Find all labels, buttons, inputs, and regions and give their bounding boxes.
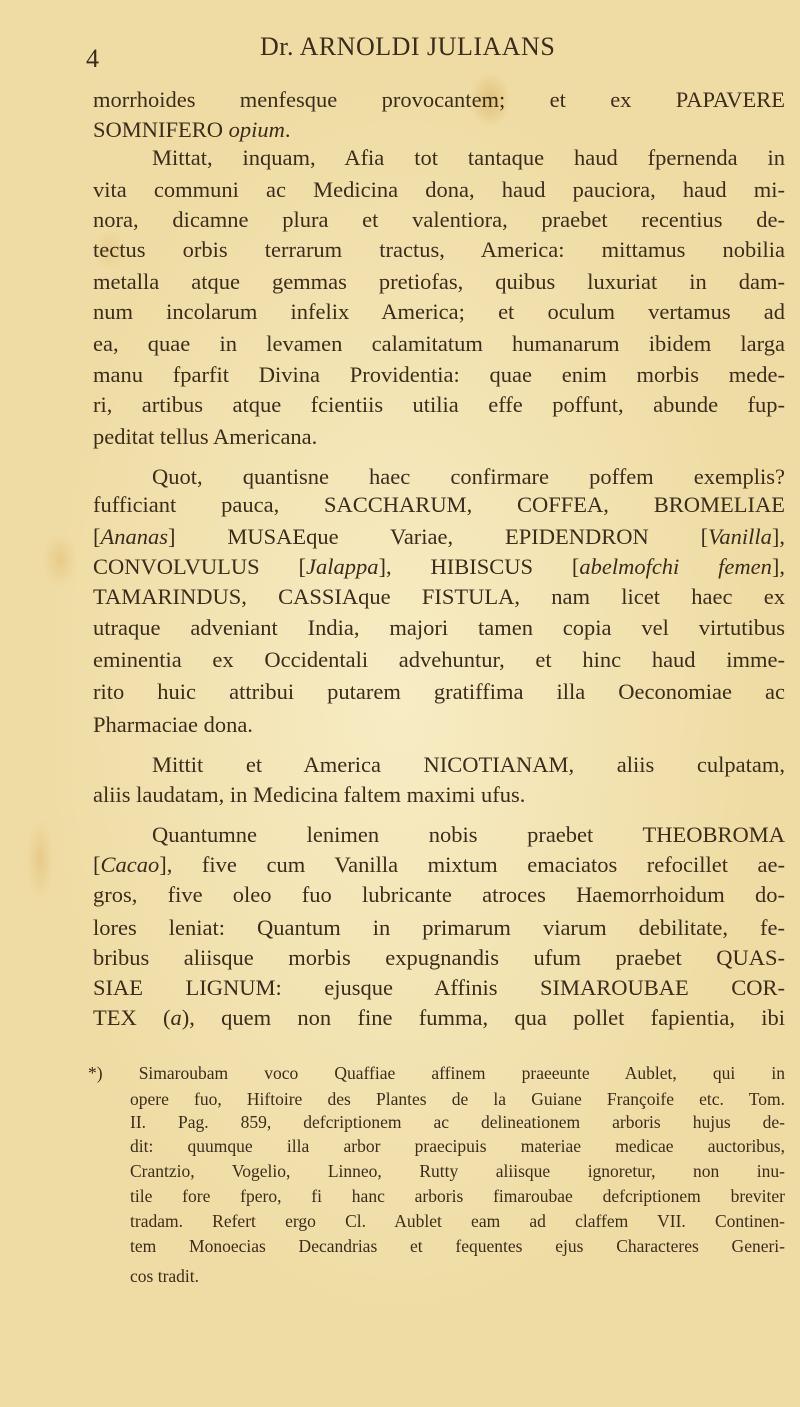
text-segment: Quantumne lenimen nobis praebet THEOBROMA xyxy=(152,822,785,847)
text-line xyxy=(93,491,785,519)
text-line xyxy=(93,361,785,389)
text-segment: ], xyxy=(771,524,785,549)
text-segment: eminentia ex Occidentali advehuntur, et hinc haud imme- xyxy=(93,647,785,672)
text-segment: Mittit et America NICOTIANAM, aliis culpatam, xyxy=(152,752,785,777)
footnote-line: tem Monoecias Decandrias et fequentes ejus Characteres Generi- xyxy=(130,1236,785,1256)
text-line xyxy=(152,751,785,779)
footnote-line: opere fuo, Hiftoire des Plantes de la Guiane Françoife etc. Tom. xyxy=(130,1089,785,1109)
footnote-line: cos tradit. xyxy=(130,1266,200,1286)
text-segment: Mittat, inquam, Afia tot tantaque haud fpernenda in xyxy=(152,145,785,170)
text-segment: CONVOLVULUS [ xyxy=(93,554,307,579)
italic-segment: Vanilla xyxy=(708,524,772,549)
text-line xyxy=(93,851,785,879)
text-segment: TAMARINDUS, CASSIAque FISTULA, nam licet haec ex xyxy=(93,584,785,609)
text-line xyxy=(93,678,785,706)
text-line xyxy=(93,391,785,419)
text-line xyxy=(93,1004,785,1032)
text-line xyxy=(93,423,785,451)
text-line xyxy=(93,781,785,809)
footnote-line: tradam. Refert ergo Cl. Aublet eam ad claffem VII. Continen- xyxy=(130,1211,785,1231)
footnote-line: II. Pag. 859, defcriptionem ac delineationem arboris hujus de- xyxy=(130,1112,785,1132)
text-line xyxy=(93,553,785,581)
text-segment: gros, five oleo fuo lubricante atroces Haemorrhoidum do- xyxy=(93,882,785,907)
text-line xyxy=(152,144,785,172)
text-line xyxy=(93,268,785,296)
text-line xyxy=(152,821,785,849)
text-segment: [ xyxy=(93,524,101,549)
text-segment: morrhoides menfesque provocantem; et ex PAPAVERE xyxy=(93,87,785,112)
italic-segment: Cacao xyxy=(100,852,160,877)
text-segment: ea, quae in levamen calamitatum humanarum ibidem larga xyxy=(93,331,785,356)
text-segment: utraque adveniant India, majori tamen copia vel virtutibus xyxy=(93,615,785,640)
text-line xyxy=(93,711,785,739)
text-line xyxy=(93,614,785,642)
text-line xyxy=(152,463,785,491)
text-line xyxy=(93,583,785,611)
footnote-line: *) Simaroubam voco Quaffiae affinem praeeunte Aublet, qui in xyxy=(88,1063,785,1083)
footnote-line: tile fore fpero, fi hanc arboris fimaroubae defcriptionem breviter xyxy=(130,1186,785,1206)
text-segment: ] MUSAEque Variae, EPIDENDRON [ xyxy=(168,524,709,549)
italic-segment: a xyxy=(170,1005,182,1030)
text-line xyxy=(93,176,785,204)
text-segment: lores leniat: Quantum in primarum viarum debilitate, fe- xyxy=(93,915,785,940)
italic-segment: abelmofchi femen xyxy=(579,554,772,579)
footnote-line: Crantzio, Vogelio, Linneo, Rutty aliisque ignoretur, non inu- xyxy=(130,1161,785,1181)
text-segment: nora, dicamne plura et valentiora, praebet recentius de- xyxy=(93,207,785,232)
text-line xyxy=(93,298,785,326)
text-segment: rito huic attribui putarem gratiffima illa Oeconomiae ac xyxy=(93,679,785,704)
text-line xyxy=(93,86,785,114)
text-segment: manu fparfit Divina Providentia: quae enim morbis mede- xyxy=(93,362,785,387)
text-segment: fufficiant pauca, SACCHARUM, COFFEA, BROMELIAE xyxy=(93,492,785,517)
text-segment: Quot, quantisne haec confirmare poffem exemplis? xyxy=(152,464,785,489)
header-title: . ARNOLDI JULIAANS xyxy=(287,32,556,61)
text-segment: ri, artibus atque fcientiis utilia effe poffunt, abunde fup- xyxy=(93,392,785,417)
text-segment: SOMNIFERO xyxy=(93,117,229,142)
italic-segment: Jalappa xyxy=(306,554,379,579)
text-segment: ], five cum Vanilla mixtum emaciatos refocillet ae- xyxy=(159,852,785,877)
text-segment: ], HIBISCUS [ xyxy=(378,554,580,579)
text-segment: aliis laudatam, in Medicina faltem maximi ufus. xyxy=(93,782,526,807)
page-number: 4 xyxy=(86,44,99,73)
text-line xyxy=(93,914,785,942)
text-segment: ), quem non fine fumma, qua pollet fapientia, ibi xyxy=(181,1005,785,1030)
text-line xyxy=(93,116,785,144)
text-segment: . xyxy=(284,117,291,142)
text-segment: num incolarum infelix America; et oculum vertamus ad xyxy=(93,299,785,324)
text-line xyxy=(93,944,785,972)
text-segment: peditat tellus Americana. xyxy=(93,424,318,449)
text-segment: tectus orbis terrarum tractus, America: mittamus nobilia xyxy=(93,237,785,262)
running-header xyxy=(260,32,555,62)
text-line xyxy=(93,523,785,551)
text-segment: TEX ( xyxy=(93,1005,171,1030)
italic-segment: Ananas xyxy=(100,524,168,549)
text-segment: vita communi ac Medicina dona, haud pauciora, haud mi- xyxy=(93,177,785,202)
text-line xyxy=(93,236,785,264)
header-prefix: Dr xyxy=(260,32,287,61)
text-line xyxy=(93,974,785,1002)
text-segment: SIAE LIGNUM: ejusque Affinis SIMAROUBAE COR- xyxy=(93,975,785,1000)
text-line xyxy=(93,646,785,674)
text-segment: ], xyxy=(771,554,785,579)
text-segment: bribus aliisque morbis expugnandis ufum praebet QUAS- xyxy=(93,945,785,970)
footnote-line: dit: quumque illa arbor praecipuis materiae medicae auctoribus, xyxy=(130,1136,785,1156)
text-line xyxy=(93,330,785,358)
text-segment: metalla atque gemmas pretiofas, quibus luxuriat in dam- xyxy=(93,269,785,294)
text-line xyxy=(93,206,785,234)
text-segment: Pharmaciae dona. xyxy=(93,712,253,737)
text-segment: [ xyxy=(93,852,101,877)
text-line xyxy=(93,881,785,909)
italic-segment: opium xyxy=(228,117,285,142)
